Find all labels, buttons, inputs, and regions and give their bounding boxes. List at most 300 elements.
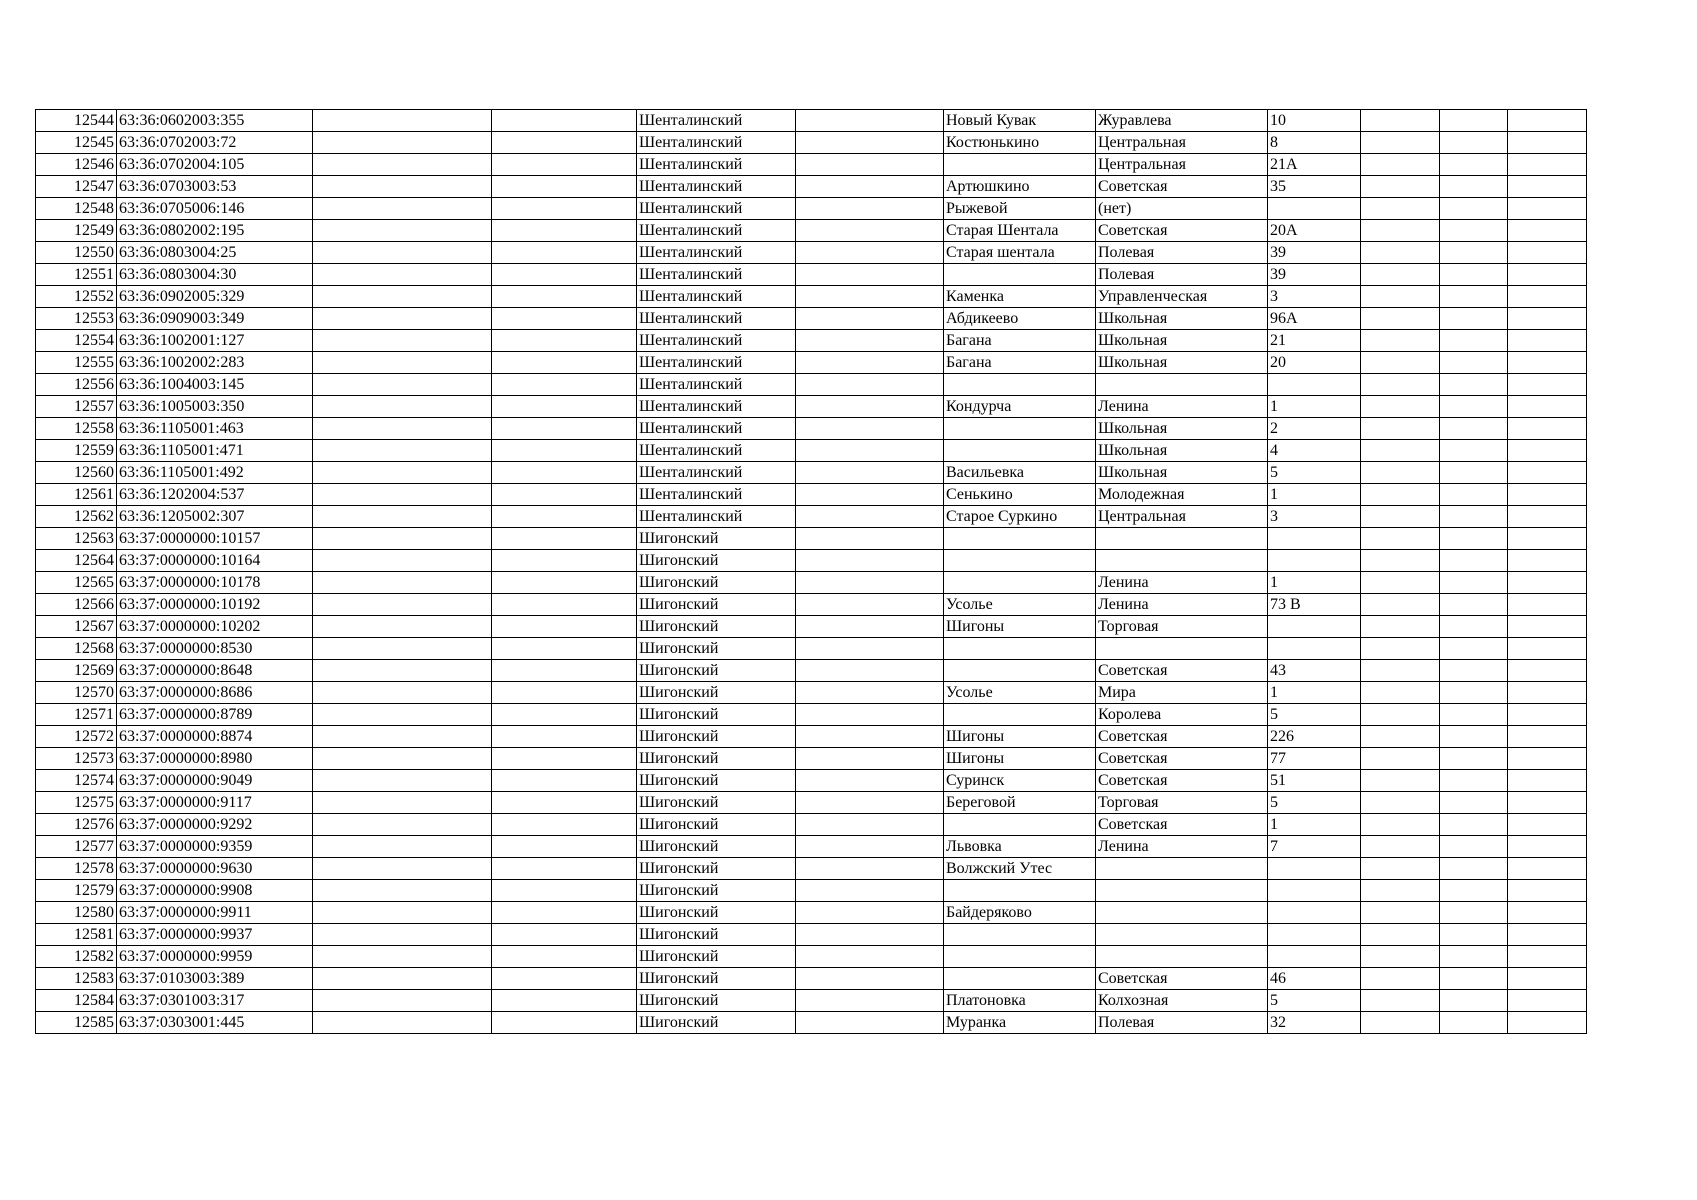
cell-settlement: Кондурча bbox=[944, 396, 1096, 418]
cell-street: Школьная bbox=[1096, 330, 1268, 352]
cell-col-10 bbox=[1361, 902, 1440, 924]
cell-col-4 bbox=[492, 462, 637, 484]
cell-col-11 bbox=[1440, 902, 1508, 924]
cell-col-6 bbox=[796, 528, 944, 550]
cell-street: Полевая bbox=[1096, 264, 1268, 286]
cell-col-3 bbox=[313, 748, 492, 770]
cell-col-6 bbox=[796, 638, 944, 660]
cell-street: Ленина bbox=[1096, 572, 1268, 594]
cell-col-6 bbox=[796, 462, 944, 484]
cell-col-12 bbox=[1508, 946, 1587, 968]
cell-street: Колхозная bbox=[1096, 990, 1268, 1012]
cell-row-number: 12582 bbox=[36, 946, 117, 968]
cell-house-number: 4 bbox=[1268, 440, 1361, 462]
cell-district: Шигонский bbox=[637, 880, 796, 902]
cell-street: Управленческая bbox=[1096, 286, 1268, 308]
cell-row-number: 12575 bbox=[36, 792, 117, 814]
cell-row-number: 12564 bbox=[36, 550, 117, 572]
cell-col-12 bbox=[1508, 506, 1587, 528]
table-row bbox=[36, 396, 1587, 418]
cell-house-number bbox=[1268, 550, 1361, 572]
cell-settlement: Львовка bbox=[944, 836, 1096, 858]
table-row bbox=[36, 110, 1587, 132]
cell-col-3 bbox=[313, 770, 492, 792]
cell-cadastral-number: 63:37:0000000:10178 bbox=[117, 572, 313, 594]
cell-row-number: 12577 bbox=[36, 836, 117, 858]
cell-house-number bbox=[1268, 616, 1361, 638]
cell-house-number: 39 bbox=[1268, 242, 1361, 264]
cell-col-10 bbox=[1361, 264, 1440, 286]
cell-district: Шигонский bbox=[637, 968, 796, 990]
cell-cadastral-number: 63:37:0000000:9049 bbox=[117, 770, 313, 792]
cell-settlement: Новый Кувак bbox=[944, 110, 1096, 132]
cell-col-6 bbox=[796, 946, 944, 968]
cell-col-6 bbox=[796, 704, 944, 726]
cell-settlement bbox=[944, 418, 1096, 440]
cell-street: Советская bbox=[1096, 814, 1268, 836]
cell-house-number: 77 bbox=[1268, 748, 1361, 770]
cell-col-4 bbox=[492, 660, 637, 682]
cell-col-11 bbox=[1440, 352, 1508, 374]
cell-settlement bbox=[944, 946, 1096, 968]
cell-house-number bbox=[1268, 374, 1361, 396]
cell-street: Школьная bbox=[1096, 462, 1268, 484]
cell-house-number bbox=[1268, 880, 1361, 902]
cell-district: Шенталинский bbox=[637, 242, 796, 264]
cell-col-12 bbox=[1508, 594, 1587, 616]
cell-col-6 bbox=[796, 902, 944, 924]
cell-col-11 bbox=[1440, 968, 1508, 990]
cell-street: (нет) bbox=[1096, 198, 1268, 220]
cell-col-12 bbox=[1508, 110, 1587, 132]
cell-street: Советская bbox=[1096, 748, 1268, 770]
cell-house-number: 1 bbox=[1268, 396, 1361, 418]
cell-district: Шигонский bbox=[637, 726, 796, 748]
cell-col-6 bbox=[796, 792, 944, 814]
cell-row-number: 12567 bbox=[36, 616, 117, 638]
cell-col-4 bbox=[492, 704, 637, 726]
cell-col-6 bbox=[796, 396, 944, 418]
cell-col-11 bbox=[1440, 264, 1508, 286]
table-row bbox=[36, 330, 1587, 352]
cell-col-6 bbox=[796, 616, 944, 638]
cell-col-6 bbox=[796, 484, 944, 506]
cell-col-6 bbox=[796, 1012, 944, 1034]
cell-street bbox=[1096, 374, 1268, 396]
cell-row-number: 12553 bbox=[36, 308, 117, 330]
cell-col-6 bbox=[796, 880, 944, 902]
cell-col-3 bbox=[313, 264, 492, 286]
cell-col-6 bbox=[796, 286, 944, 308]
cell-house-number bbox=[1268, 902, 1361, 924]
cell-col-6 bbox=[796, 352, 944, 374]
table-row bbox=[36, 858, 1587, 880]
cell-col-12 bbox=[1508, 440, 1587, 462]
cell-house-number: 1 bbox=[1268, 682, 1361, 704]
cell-col-12 bbox=[1508, 374, 1587, 396]
cell-col-12 bbox=[1508, 660, 1587, 682]
cell-col-10 bbox=[1361, 308, 1440, 330]
cell-street bbox=[1096, 528, 1268, 550]
cell-col-12 bbox=[1508, 770, 1587, 792]
cell-col-10 bbox=[1361, 528, 1440, 550]
cell-col-12 bbox=[1508, 836, 1587, 858]
cell-col-12 bbox=[1508, 418, 1587, 440]
cell-house-number: 5 bbox=[1268, 990, 1361, 1012]
cell-house-number: 5 bbox=[1268, 462, 1361, 484]
cell-col-4 bbox=[492, 880, 637, 902]
cell-col-6 bbox=[796, 176, 944, 198]
cell-col-10 bbox=[1361, 506, 1440, 528]
cell-street: Мира bbox=[1096, 682, 1268, 704]
cell-district: Шигонский bbox=[637, 682, 796, 704]
cell-col-11 bbox=[1440, 528, 1508, 550]
cell-cadastral-number: 63:37:0000000:8648 bbox=[117, 660, 313, 682]
cell-row-number: 12571 bbox=[36, 704, 117, 726]
cell-house-number bbox=[1268, 528, 1361, 550]
cell-col-12 bbox=[1508, 242, 1587, 264]
cell-settlement: Усолье bbox=[944, 682, 1096, 704]
cell-settlement bbox=[944, 550, 1096, 572]
cell-col-6 bbox=[796, 748, 944, 770]
cell-col-3 bbox=[313, 902, 492, 924]
cell-col-3 bbox=[313, 220, 492, 242]
cell-district: Шигонский bbox=[637, 946, 796, 968]
cell-col-3 bbox=[313, 660, 492, 682]
cell-col-12 bbox=[1508, 154, 1587, 176]
cell-col-10 bbox=[1361, 594, 1440, 616]
cell-street: Центральная bbox=[1096, 506, 1268, 528]
cell-row-number: 12568 bbox=[36, 638, 117, 660]
cell-col-6 bbox=[796, 550, 944, 572]
cell-street: Молодежная bbox=[1096, 484, 1268, 506]
table-row bbox=[36, 484, 1587, 506]
cell-col-10 bbox=[1361, 484, 1440, 506]
cell-settlement bbox=[944, 704, 1096, 726]
cell-col-3 bbox=[313, 396, 492, 418]
cell-settlement: Шигоны bbox=[944, 726, 1096, 748]
cell-col-6 bbox=[796, 726, 944, 748]
cell-col-10 bbox=[1361, 704, 1440, 726]
cell-col-10 bbox=[1361, 946, 1440, 968]
cell-col-3 bbox=[313, 990, 492, 1012]
cell-house-number: 20А bbox=[1268, 220, 1361, 242]
cell-settlement bbox=[944, 660, 1096, 682]
cell-col-6 bbox=[796, 374, 944, 396]
cell-house-number bbox=[1268, 638, 1361, 660]
table-row bbox=[36, 638, 1587, 660]
cell-col-3 bbox=[313, 110, 492, 132]
cell-row-number: 12569 bbox=[36, 660, 117, 682]
cell-col-4 bbox=[492, 110, 637, 132]
cell-district: Шенталинский bbox=[637, 220, 796, 242]
cell-settlement: Сенькино bbox=[944, 484, 1096, 506]
cell-col-4 bbox=[492, 176, 637, 198]
table-row bbox=[36, 242, 1587, 264]
cell-street bbox=[1096, 902, 1268, 924]
cell-col-12 bbox=[1508, 1012, 1587, 1034]
table-row bbox=[36, 660, 1587, 682]
cell-row-number: 12558 bbox=[36, 418, 117, 440]
cell-col-4 bbox=[492, 572, 637, 594]
cell-col-4 bbox=[492, 418, 637, 440]
cell-cadastral-number: 63:37:0000000:10192 bbox=[117, 594, 313, 616]
cell-col-11 bbox=[1440, 638, 1508, 660]
cell-col-6 bbox=[796, 836, 944, 858]
cell-district: Шигонский bbox=[637, 836, 796, 858]
cell-settlement bbox=[944, 638, 1096, 660]
cell-col-12 bbox=[1508, 528, 1587, 550]
cell-district: Шигонский bbox=[637, 902, 796, 924]
cell-col-10 bbox=[1361, 396, 1440, 418]
cell-col-11 bbox=[1440, 836, 1508, 858]
cell-col-10 bbox=[1361, 462, 1440, 484]
cell-cadastral-number: 63:36:1004003:145 bbox=[117, 374, 313, 396]
cell-col-3 bbox=[313, 704, 492, 726]
cell-col-11 bbox=[1440, 154, 1508, 176]
table-row bbox=[36, 220, 1587, 242]
cell-col-11 bbox=[1440, 418, 1508, 440]
cell-col-11 bbox=[1440, 704, 1508, 726]
cell-col-12 bbox=[1508, 726, 1587, 748]
cell-cadastral-number: 63:36:0902005:329 bbox=[117, 286, 313, 308]
cell-col-6 bbox=[796, 308, 944, 330]
cell-settlement: Старая Шентала bbox=[944, 220, 1096, 242]
cell-col-3 bbox=[313, 616, 492, 638]
cell-house-number: 20 bbox=[1268, 352, 1361, 374]
cell-house-number: 226 bbox=[1268, 726, 1361, 748]
table-row bbox=[36, 374, 1587, 396]
cell-settlement bbox=[944, 572, 1096, 594]
cell-row-number: 12573 bbox=[36, 748, 117, 770]
cell-col-10 bbox=[1361, 682, 1440, 704]
cell-house-number: 51 bbox=[1268, 770, 1361, 792]
cell-cadastral-number: 63:37:0000000:9117 bbox=[117, 792, 313, 814]
cell-col-4 bbox=[492, 792, 637, 814]
cell-col-10 bbox=[1361, 374, 1440, 396]
cell-col-3 bbox=[313, 792, 492, 814]
cell-col-11 bbox=[1440, 132, 1508, 154]
table-row bbox=[36, 440, 1587, 462]
cell-row-number: 12560 bbox=[36, 462, 117, 484]
cell-district: Шигонский bbox=[637, 990, 796, 1012]
cell-settlement: Васильевка bbox=[944, 462, 1096, 484]
cell-col-6 bbox=[796, 110, 944, 132]
cell-col-11 bbox=[1440, 1012, 1508, 1034]
cell-col-11 bbox=[1440, 220, 1508, 242]
table-row bbox=[36, 902, 1587, 924]
cell-row-number: 12549 bbox=[36, 220, 117, 242]
cell-row-number: 12545 bbox=[36, 132, 117, 154]
cell-house-number: 73 В bbox=[1268, 594, 1361, 616]
cell-col-3 bbox=[313, 440, 492, 462]
table-row bbox=[36, 748, 1587, 770]
cell-col-4 bbox=[492, 528, 637, 550]
cell-col-11 bbox=[1440, 990, 1508, 1012]
cell-col-3 bbox=[313, 946, 492, 968]
cell-house-number: 1 bbox=[1268, 814, 1361, 836]
cell-house-number bbox=[1268, 198, 1361, 220]
cell-col-11 bbox=[1440, 880, 1508, 902]
cell-col-12 bbox=[1508, 176, 1587, 198]
cell-street: Школьная bbox=[1096, 308, 1268, 330]
cell-col-12 bbox=[1508, 968, 1587, 990]
cell-col-12 bbox=[1508, 572, 1587, 594]
cell-col-11 bbox=[1440, 374, 1508, 396]
cell-house-number: 10 bbox=[1268, 110, 1361, 132]
cell-settlement: Абдикеево bbox=[944, 308, 1096, 330]
cell-col-4 bbox=[492, 308, 637, 330]
cell-col-6 bbox=[796, 506, 944, 528]
cell-row-number: 12557 bbox=[36, 396, 117, 418]
cell-row-number: 12556 bbox=[36, 374, 117, 396]
cell-cadastral-number: 63:37:0301003:317 bbox=[117, 990, 313, 1012]
cell-col-4 bbox=[492, 484, 637, 506]
cell-row-number: 12566 bbox=[36, 594, 117, 616]
table-row bbox=[36, 704, 1587, 726]
cell-district: Шигонский bbox=[637, 704, 796, 726]
cell-district: Шенталинский bbox=[637, 330, 796, 352]
cell-row-number: 12581 bbox=[36, 924, 117, 946]
cell-col-6 bbox=[796, 660, 944, 682]
cell-col-10 bbox=[1361, 418, 1440, 440]
cell-cadastral-number: 63:37:0000000:10157 bbox=[117, 528, 313, 550]
cell-col-3 bbox=[313, 550, 492, 572]
cell-col-12 bbox=[1508, 550, 1587, 572]
cell-street: Королева bbox=[1096, 704, 1268, 726]
cell-house-number: 3 bbox=[1268, 506, 1361, 528]
cell-col-3 bbox=[313, 968, 492, 990]
cell-col-3 bbox=[313, 242, 492, 264]
cell-col-3 bbox=[313, 330, 492, 352]
cell-col-10 bbox=[1361, 638, 1440, 660]
cell-cadastral-number: 63:36:0702004:105 bbox=[117, 154, 313, 176]
cell-col-11 bbox=[1440, 330, 1508, 352]
cell-street: Ленина bbox=[1096, 836, 1268, 858]
cell-house-number: 39 bbox=[1268, 264, 1361, 286]
table-row bbox=[36, 528, 1587, 550]
cell-col-11 bbox=[1440, 462, 1508, 484]
cell-col-12 bbox=[1508, 616, 1587, 638]
cell-col-12 bbox=[1508, 814, 1587, 836]
cell-row-number: 12580 bbox=[36, 902, 117, 924]
cell-col-11 bbox=[1440, 924, 1508, 946]
cell-col-6 bbox=[796, 242, 944, 264]
cell-settlement: Каменка bbox=[944, 286, 1096, 308]
cell-col-3 bbox=[313, 462, 492, 484]
cell-col-12 bbox=[1508, 880, 1587, 902]
cell-cadastral-number: 63:37:0103003:389 bbox=[117, 968, 313, 990]
cell-col-3 bbox=[313, 1012, 492, 1034]
cell-col-11 bbox=[1440, 814, 1508, 836]
cell-street bbox=[1096, 946, 1268, 968]
cell-col-12 bbox=[1508, 264, 1587, 286]
cell-street bbox=[1096, 550, 1268, 572]
cell-col-4 bbox=[492, 814, 637, 836]
cell-col-10 bbox=[1361, 858, 1440, 880]
cell-col-11 bbox=[1440, 770, 1508, 792]
table-row bbox=[36, 682, 1587, 704]
cell-col-12 bbox=[1508, 990, 1587, 1012]
cell-col-11 bbox=[1440, 792, 1508, 814]
cell-district: Шенталинский bbox=[637, 198, 796, 220]
cell-street: Советская bbox=[1096, 660, 1268, 682]
cell-col-11 bbox=[1440, 484, 1508, 506]
cell-col-12 bbox=[1508, 638, 1587, 660]
cell-col-4 bbox=[492, 506, 637, 528]
cell-col-11 bbox=[1440, 110, 1508, 132]
table-row bbox=[36, 286, 1587, 308]
cell-col-3 bbox=[313, 836, 492, 858]
cell-house-number bbox=[1268, 858, 1361, 880]
cell-street: Центральная bbox=[1096, 132, 1268, 154]
cell-col-12 bbox=[1508, 286, 1587, 308]
cell-col-12 bbox=[1508, 792, 1587, 814]
table-row bbox=[36, 924, 1587, 946]
cell-cadastral-number: 63:36:1002001:127 bbox=[117, 330, 313, 352]
cell-district: Шенталинский bbox=[637, 154, 796, 176]
cell-street bbox=[1096, 858, 1268, 880]
cell-col-10 bbox=[1361, 792, 1440, 814]
cell-col-3 bbox=[313, 682, 492, 704]
cell-cadastral-number: 63:36:0703003:53 bbox=[117, 176, 313, 198]
cell-col-6 bbox=[796, 220, 944, 242]
cell-cadastral-number: 63:37:0000000:10202 bbox=[117, 616, 313, 638]
cell-street: Школьная bbox=[1096, 352, 1268, 374]
cell-cadastral-number: 63:37:0000000:9959 bbox=[117, 946, 313, 968]
cell-col-3 bbox=[313, 484, 492, 506]
cell-col-3 bbox=[313, 858, 492, 880]
cell-cadastral-number: 63:36:1005003:350 bbox=[117, 396, 313, 418]
cell-col-10 bbox=[1361, 572, 1440, 594]
cell-row-number: 12576 bbox=[36, 814, 117, 836]
cell-cadastral-number: 63:37:0000000:8980 bbox=[117, 748, 313, 770]
cell-col-4 bbox=[492, 352, 637, 374]
cell-district: Шигонский bbox=[637, 1012, 796, 1034]
cell-row-number: 12561 bbox=[36, 484, 117, 506]
cell-col-10 bbox=[1361, 880, 1440, 902]
cell-col-6 bbox=[796, 572, 944, 594]
cell-col-3 bbox=[313, 880, 492, 902]
cell-col-10 bbox=[1361, 616, 1440, 638]
cadastral-table bbox=[35, 109, 1587, 1034]
cell-col-6 bbox=[796, 440, 944, 462]
cell-street: Журавлева bbox=[1096, 110, 1268, 132]
cell-col-4 bbox=[492, 858, 637, 880]
cell-district: Шенталинский bbox=[637, 308, 796, 330]
cell-col-4 bbox=[492, 682, 637, 704]
cell-street: Полевая bbox=[1096, 1012, 1268, 1034]
cell-street: Ленина bbox=[1096, 594, 1268, 616]
cell-col-6 bbox=[796, 990, 944, 1012]
cell-col-10 bbox=[1361, 990, 1440, 1012]
cell-col-6 bbox=[796, 924, 944, 946]
cell-col-3 bbox=[313, 924, 492, 946]
cell-street: Советская bbox=[1096, 726, 1268, 748]
cell-district: Шигонский bbox=[637, 858, 796, 880]
cell-col-4 bbox=[492, 330, 637, 352]
cell-district: Шигонский bbox=[637, 770, 796, 792]
cell-col-10 bbox=[1361, 968, 1440, 990]
cell-settlement: Старое Суркино bbox=[944, 506, 1096, 528]
cell-row-number: 12546 bbox=[36, 154, 117, 176]
cell-col-12 bbox=[1508, 308, 1587, 330]
cell-district: Шигонский bbox=[637, 660, 796, 682]
cell-street: Школьная bbox=[1096, 418, 1268, 440]
cell-col-10 bbox=[1361, 154, 1440, 176]
cell-cadastral-number: 63:36:0802002:195 bbox=[117, 220, 313, 242]
cell-district: Шенталинский bbox=[637, 484, 796, 506]
